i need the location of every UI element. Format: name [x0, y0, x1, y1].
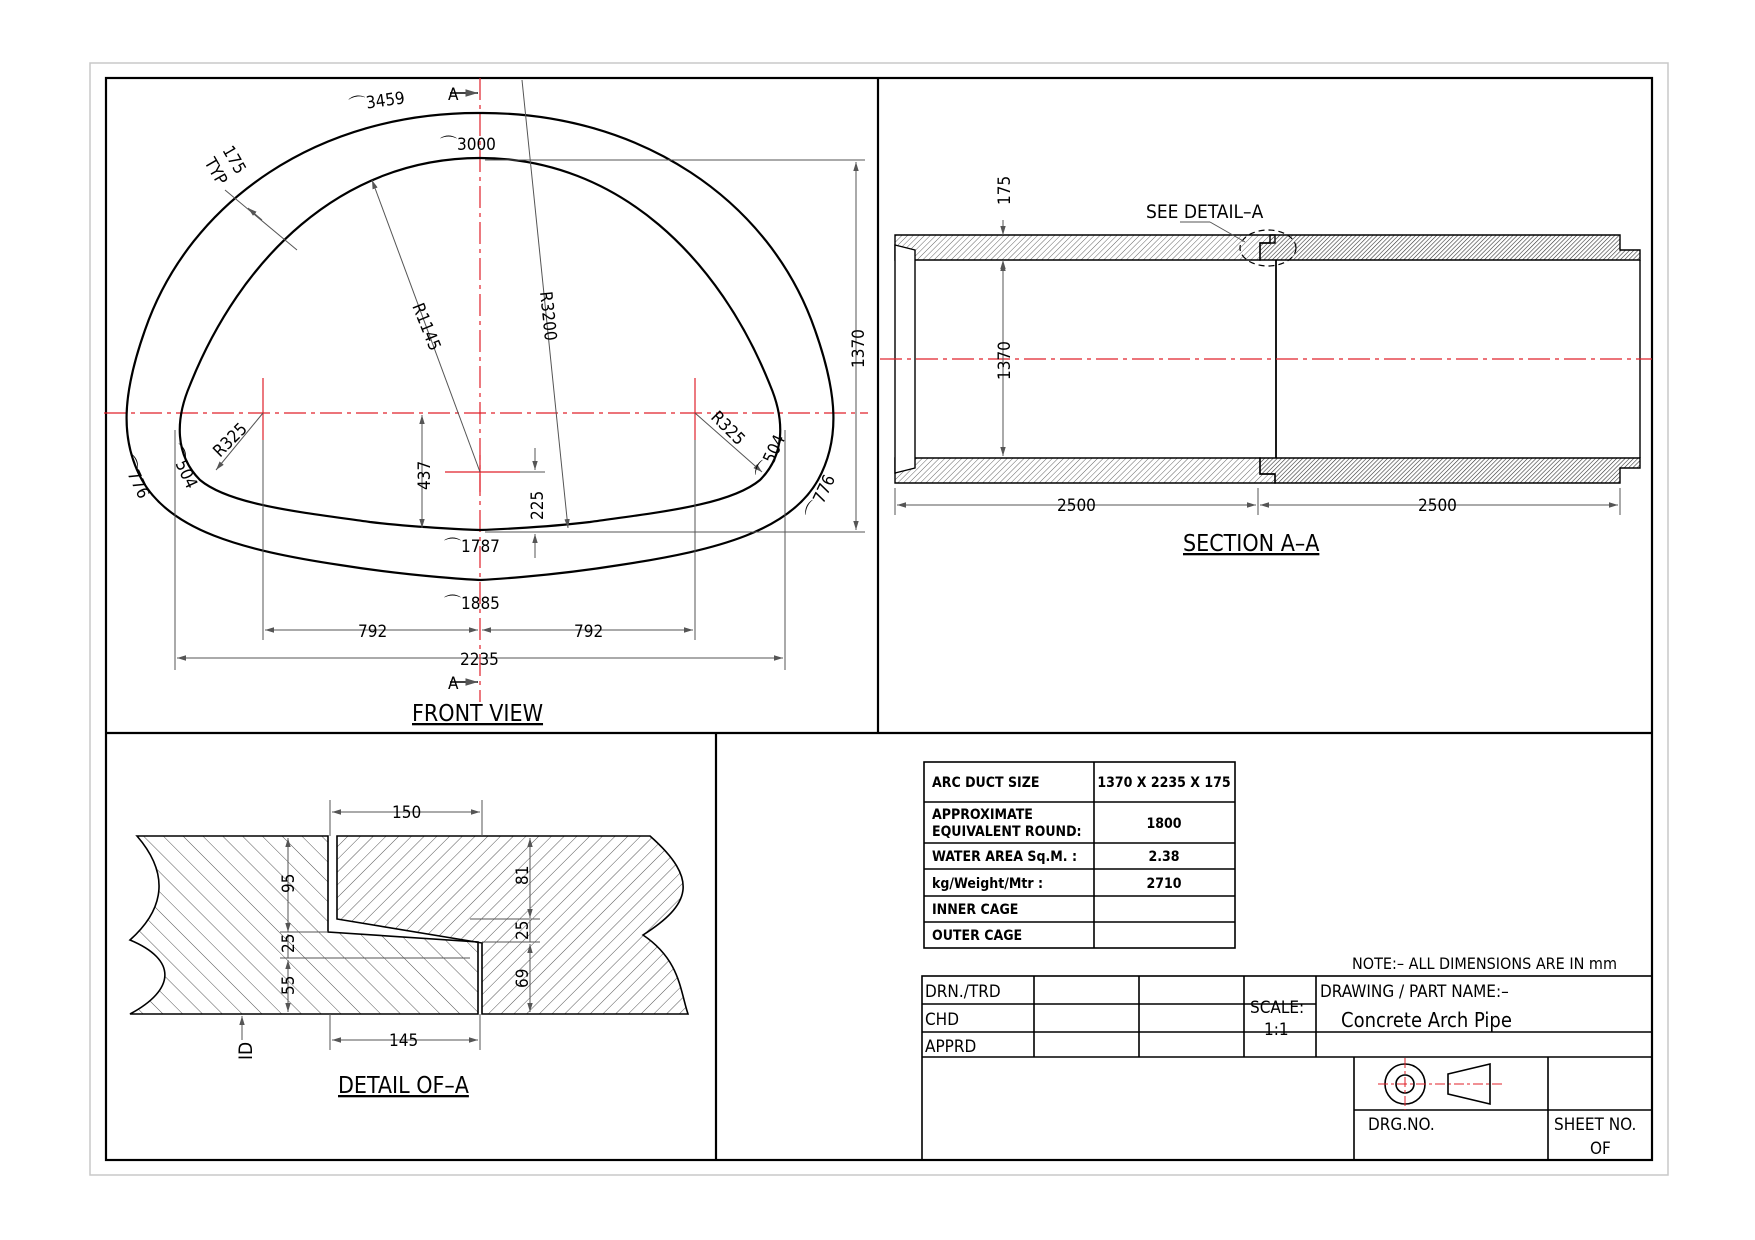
arc-outer-top-label: ⌒3459 — [347, 88, 407, 116]
spec-row-label: INNER CAGE — [932, 902, 1019, 918]
id-label: ID — [235, 1041, 257, 1060]
drg-no-label: DRG.NO. — [1368, 1115, 1435, 1135]
spec-row-label: kg/Weight/Mtr : — [932, 876, 1044, 892]
dim-225-label: 225 — [528, 490, 548, 520]
detail-dim-69-label: 69 — [513, 968, 533, 988]
section-mark-top: A — [448, 85, 459, 105]
arc-right-outer-label: ⌒776 — [802, 471, 841, 523]
arc-inner-top-label: ⌒3000 — [440, 135, 496, 155]
radius-right-label: R325 — [706, 407, 749, 450]
arc-left-inner-label: ⌒504 — [163, 441, 202, 492]
detail-view — [130, 800, 688, 1099]
apprd-label: APPRD — [925, 1037, 977, 1057]
drn-label: DRN./TRD — [925, 982, 1001, 1002]
spec-row-label: OUTER CAGE — [932, 928, 1023, 944]
section-view — [880, 176, 1652, 557]
scale-value: 1:1 — [1264, 1020, 1289, 1040]
spec-row-value: 2.38 — [1148, 849, 1180, 865]
right-pipe-bottom-wall — [1260, 458, 1640, 483]
detail-dim-55-label: 55 — [279, 975, 299, 995]
left-pipe-top-wall — [895, 235, 1275, 260]
section-view-title: SECTION A–A — [1183, 531, 1320, 557]
projection-symbol-icon — [1378, 1058, 1505, 1110]
section-dim-175-label: 175 — [995, 175, 1015, 205]
left-pipe-bottom-wall — [895, 458, 1275, 483]
section-mark-bottom: A — [448, 674, 459, 694]
detail-dim-25-right-label: 25 — [513, 920, 533, 940]
thickness-typ-label: TYP — [199, 154, 231, 189]
spec-row-value: 2710 — [1146, 876, 1182, 892]
spec-row-label: APPROXIMATE — [932, 807, 1033, 823]
spec-row-value: 1800 — [1146, 816, 1182, 832]
spec-row-label-line2: EQUIVALENT ROUND: — [932, 824, 1082, 840]
see-detail-label: SEE DETAIL–A — [1146, 201, 1264, 223]
part-name-label: DRAWING / PART NAME:– — [1320, 982, 1509, 1002]
front-view-title: FRONT VIEW — [412, 701, 544, 727]
arc-left-outer-label: ⌒776 — [115, 451, 154, 502]
spec-row-label: WATER AREA Sq.M. : — [932, 849, 1078, 865]
detail-dim-81-label: 81 — [513, 865, 533, 885]
scale-label: SCALE: — [1250, 998, 1305, 1018]
sheet-of-label: OF — [1590, 1139, 1611, 1159]
section-dim-2500-left-label: 2500 — [1057, 496, 1096, 516]
dim-792-left-label: 792 — [358, 622, 388, 642]
radius-mid-label: R1145 — [407, 300, 445, 354]
section-dim-1370-label: 1370 — [995, 341, 1015, 380]
detail-dim-150-label: 150 — [392, 803, 422, 823]
note-label: NOTE:– ALL DIMENSIONS ARE IN mm — [1352, 954, 1617, 973]
section-dim-2500-right-label: 2500 — [1418, 496, 1457, 516]
chd-label: CHD — [925, 1010, 959, 1030]
front-view — [104, 78, 869, 727]
sheet-no-label: SHEET NO. — [1554, 1115, 1637, 1135]
part-name: Concrete Arch Pipe — [1341, 1008, 1512, 1032]
right-pipe-top-wall — [1260, 235, 1640, 260]
detail-dim-95-label: 95 — [279, 873, 299, 893]
spec-row-value: 1370 X 2235 X 175 — [1097, 775, 1231, 791]
arc-outer-bottom-label: ⌒1885 — [444, 594, 500, 614]
dim-1370-label: 1370 — [849, 329, 869, 368]
detail-dim-25-left-label: 25 — [279, 933, 299, 953]
radius-big-label: R3200 — [535, 290, 561, 342]
dim-437-label: 437 — [415, 460, 435, 490]
radius-left-label: R325 — [209, 419, 252, 462]
detail-view-title: DETAIL OF–A — [338, 1073, 469, 1099]
detail-dim-145-label: 145 — [389, 1031, 419, 1051]
thickness-label: 175 — [217, 142, 250, 178]
arc-right-inner-label: ⌒504 — [752, 431, 791, 483]
dim-2235-label: 2235 — [460, 650, 499, 670]
arc-inner-bottom-label: ⌒1787 — [444, 537, 500, 557]
dim-792-right-label: 792 — [574, 622, 604, 642]
spec-table — [924, 762, 1235, 948]
spec-row-label: ARC DUCT SIZE — [932, 775, 1040, 791]
title-block — [922, 954, 1652, 1160]
